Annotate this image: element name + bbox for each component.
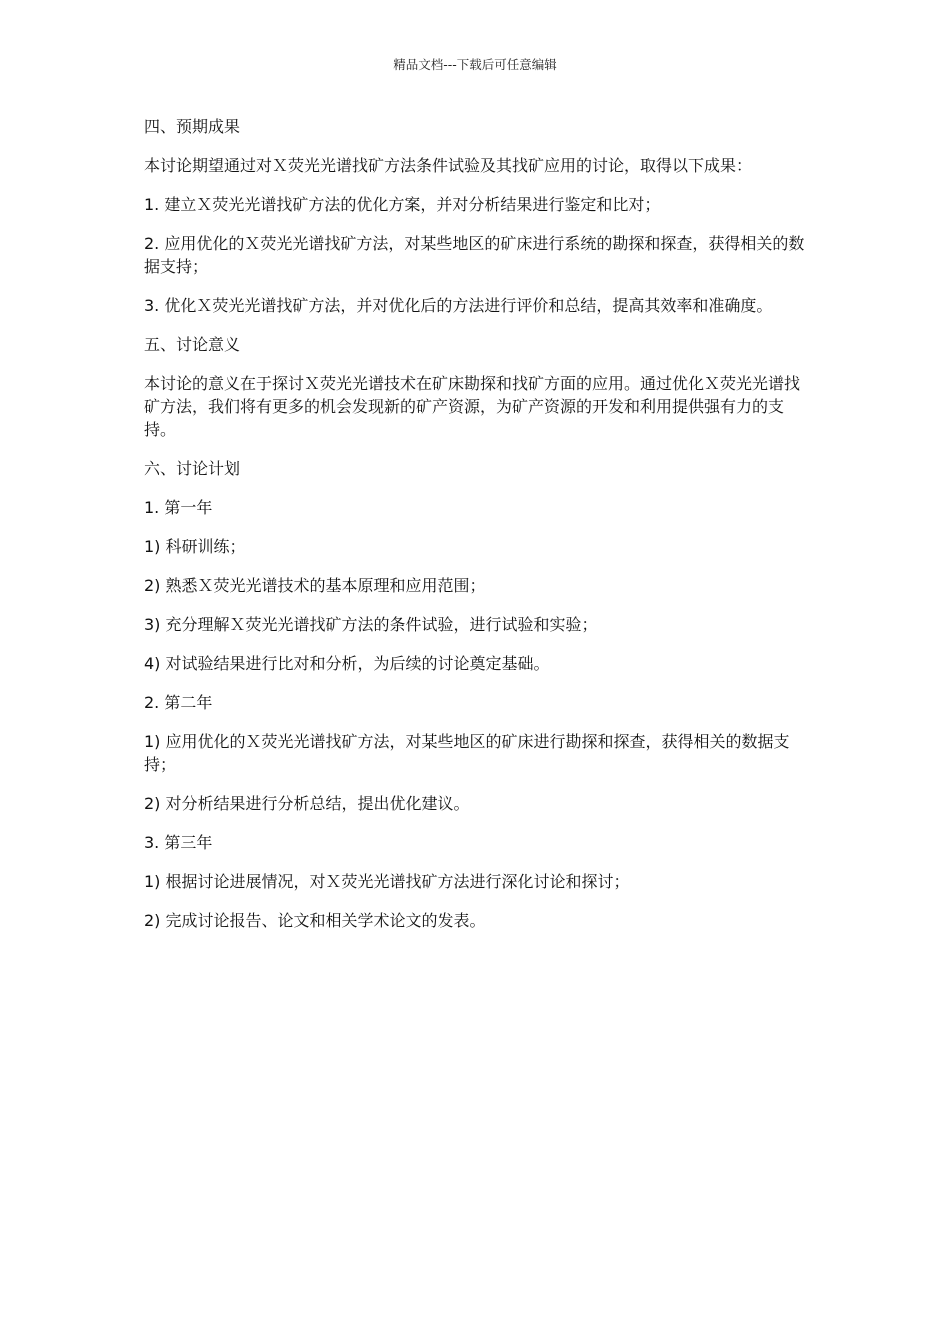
list-item: 1. 建立Ｘ荧光光谱找矿方法的优化方案，并对分析结果进行鉴定和比对；	[144, 195, 661, 214]
year-heading: 2. 第二年	[144, 693, 213, 712]
year-heading: 3. 第三年	[144, 833, 213, 852]
list-item: 2) 熟悉Ｘ荧光光谱技术的基本原理和应用范围；	[144, 576, 486, 595]
list-item: 3. 优化Ｘ荧光光谱找矿方法，并对优化后的方法进行评价和总结，提高其效率和准确度。	[144, 296, 773, 315]
list-item: 2) 对分析结果进行分析总结，提出优化建议。	[144, 794, 470, 813]
section-heading-plan: 六、讨论计划	[144, 459, 241, 478]
year-heading: 1. 第一年	[144, 498, 213, 517]
document-body	[144, 115, 806, 948]
body-paragraph: 本讨论期望通过对Ｘ荧光光谱找矿方法条件试验及其找矿应用的讨论，取得以下成果：	[144, 156, 753, 175]
body-paragraph: 本讨论的意义在于探讨Ｘ荧光光谱技术在矿床勘探和找矿方面的应用。通过优化Ｘ荧光光谱找矿方法，我们将有更多的机会发现新的矿产资源，为矿产资源的开发和利用提供强有力的支持。	[144, 374, 801, 439]
section-heading-expected-results: 四、预期成果	[144, 117, 241, 136]
list-item: 3) 充分理解Ｘ荧光光谱找矿方法的条件试验，进行试验和实验；	[144, 615, 598, 634]
section-heading-significance: 五、讨论意义	[144, 335, 241, 354]
list-item: 2. 应用优化的Ｘ荧光光谱找矿方法，对某些地区的矿床进行系统的勘探和探查，获得相关的数据支持；	[144, 234, 805, 276]
list-item: 2) 完成讨论报告、论文和相关学术论文的发表。	[144, 911, 486, 930]
list-item: 1) 根据讨论进展情况，对Ｘ荧光光谱找矿方法进行深化讨论和探讨；	[144, 872, 630, 891]
list-item: 1) 应用优化的Ｘ荧光光谱找矿方法，对某些地区的矿床进行勘探和探查，获得相关的数据支持；	[144, 732, 790, 774]
page-header: 精品文档---下载后可任意编辑	[393, 57, 557, 72]
list-item: 4) 对试验结果进行比对和分析，为后续的讨论奠定基础。	[144, 654, 550, 673]
list-item: 1) 科研训练；	[144, 537, 246, 556]
